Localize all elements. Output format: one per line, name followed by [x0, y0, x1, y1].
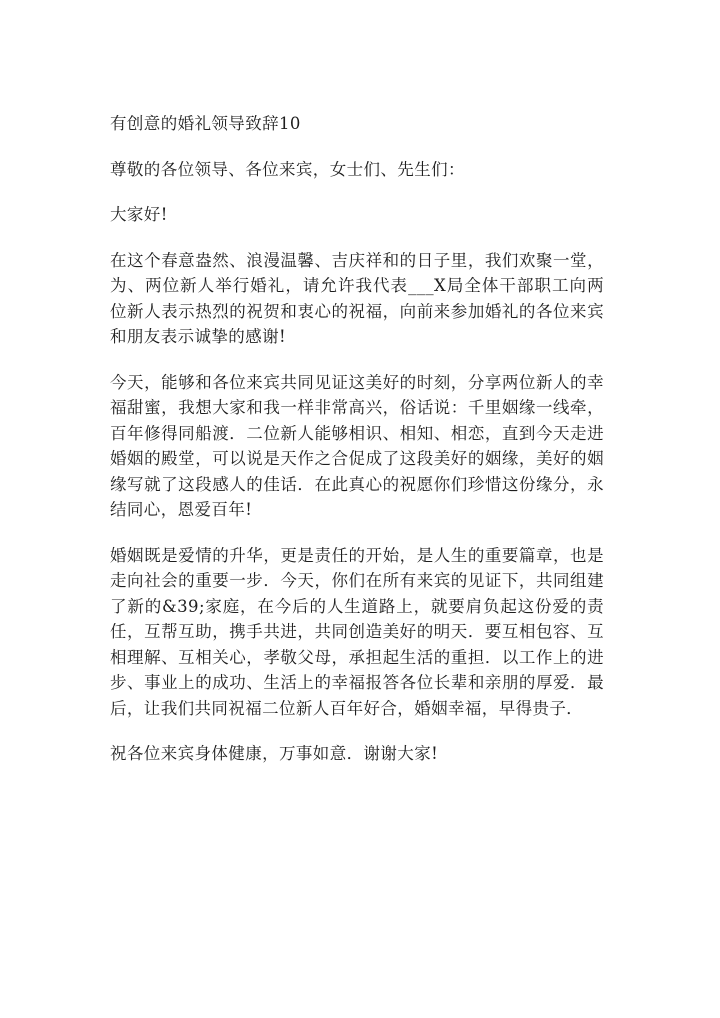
- salutation: 尊敬的各位领导、各位来宾，女士们、先生们：: [110, 159, 465, 179]
- paragraph-closing-wishes: 祝各位来宾身体健康，万事如意．谢谢大家!: [110, 744, 439, 763]
- document-title: 有创意的婚礼领导致辞10: [110, 114, 301, 133]
- paragraph-welcome: 在这个春意盎然、浪漫温馨、吉庆祥和的日子里，我们欢聚一堂，为、两位新人举行婚礼，请允许我代表___X局全体干部职工向两位新人表示热烈的祝贺和衷心的祝福，向前来参加婚礼的各位来宾和朋友表示诚挚的感谢!: [110, 250, 604, 346]
- paragraph-witness: 今天，能够和各位来宾共同见证这美好的时刻，分享两位新人的幸福甜蜜，我想大家和我一样非常高兴，俗话说：千里姻缘一线牵，百年修得同船渡．二位新人能够相识、相知、相恋，直到今天走进婚姻的殿堂，可以说是天作之合促成了这段美好的姻缘，美好的姻缘写就了这段感人的佳话．在此真心的祝愿你们珍惜这份缘分，永结同心，恩爱百年!: [110, 372, 604, 519]
- document-body: [110, 111, 604, 787]
- greeting: 大家好!: [110, 205, 168, 224]
- paragraph-marriage-responsibility: 婚姻既是爱情的升华，更是责任的开始，是人生的重要篇章，也是走向社会的重要一步．今天，你们在所有来宾的见证下，共同组建了新的&39;家庭，在今后的人生道路上，就要肩负起这份爱的责任，互帮互助，携手共进，共同创造美好的明天．要互相包容、互相理解、互相关心，孝敬父母，承担起生活的重担．以工作上的进步、事业上的成功、生活上的幸福报答各位长辈和亲朋的厚爱．最后，让我们共同祝福二位新人百年好合，婚姻幸福，早得贵子．: [110, 545, 604, 718]
